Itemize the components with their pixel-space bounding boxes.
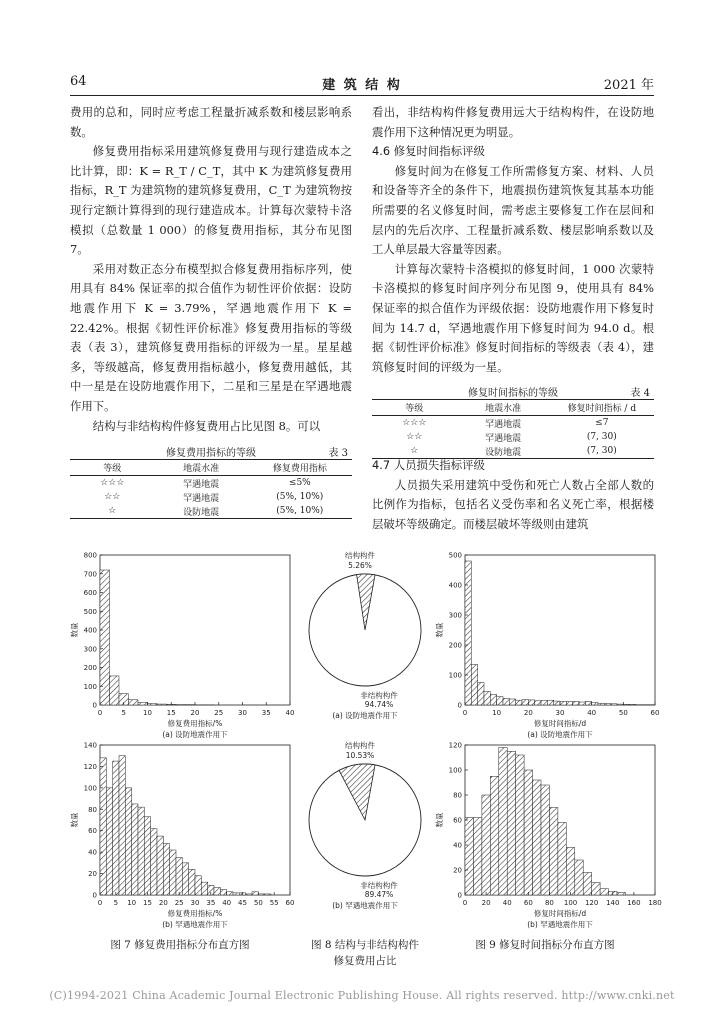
left-column (70, 103, 352, 436)
histogram-bar (195, 876, 201, 895)
histogram-bar (157, 836, 163, 895)
x-tick-label: 40 (285, 709, 295, 717)
fig9b-histogram (420, 735, 665, 930)
y-tick-label: 400 (448, 581, 462, 590)
fig9a-histogram (420, 545, 665, 740)
journal-year: 2021 年 (603, 78, 654, 93)
pie-label: 非结构构件 (360, 881, 398, 890)
histogram-bar (265, 894, 271, 895)
fig7a-histogram (55, 545, 300, 740)
y-axis-label: 数量 (70, 622, 79, 638)
y-tick-label: 600 (83, 589, 97, 597)
histogram-bar (170, 850, 176, 895)
histogram-bar (623, 704, 629, 705)
fig8-caption-line2: 修复费用占比 (333, 955, 397, 967)
page-number: 64 (70, 74, 87, 89)
y-tick-label: 700 (83, 570, 97, 579)
table-row (372, 430, 654, 444)
histogram-bar (611, 704, 617, 705)
x-tick-label: 15 (166, 709, 176, 717)
x-tick-label: 0 (97, 709, 103, 717)
histogram-bar (560, 701, 566, 705)
x-tick-label: 25 (174, 899, 184, 907)
right-column (372, 103, 654, 377)
x-tick-label: 55 (269, 899, 279, 907)
section-heading: 4.7 人员损失指标评级 (372, 458, 485, 472)
table-cell: 罕遇地震 (485, 433, 522, 444)
table-cell: ☆☆☆ (402, 418, 427, 428)
histogram-bar (503, 698, 509, 705)
histogram-bar (535, 701, 541, 705)
y-tick-label: 120 (83, 762, 97, 771)
table3 (70, 459, 352, 519)
histogram-bar (100, 758, 106, 895)
histogram-bar (220, 890, 226, 895)
x-tick-label: 140 (606, 899, 620, 907)
x-tick-label: 40 (502, 899, 512, 907)
histogram-bar (214, 888, 220, 896)
histogram-bar (583, 873, 591, 896)
y-tick-label: 200 (448, 641, 462, 650)
histogram-bar (566, 848, 574, 896)
histogram-bar (478, 683, 484, 706)
paragraph: 看出，非结构构件修复费用远大于结构构件，在设防地震作用下这种情况更为明显。 (372, 105, 654, 139)
y-tick-label: 120 (448, 741, 462, 750)
histogram-bar (473, 818, 481, 896)
y-tick-label: 40 (453, 841, 462, 850)
copyright-footer: (C)1994-2021 China Academic Journal Electronic Publishing House. All rights reserved. http://www.cnki.net (49, 989, 675, 1002)
table-row (372, 416, 654, 431)
histogram-bar (499, 748, 507, 896)
table-cell: ☆☆ (104, 492, 121, 502)
table-cell: ☆☆ (406, 432, 423, 442)
y-axis-label: 数量 (70, 812, 79, 828)
histogram-bar (125, 788, 131, 895)
x-tick-label: 30 (190, 899, 200, 907)
x-tick-label: 60 (523, 899, 533, 907)
table-cell: (5%, 10%) (276, 492, 324, 502)
journal-title: 建 筑 结 构 (322, 78, 402, 93)
x-tick-label: 20 (481, 899, 491, 907)
y-tick-label: 300 (448, 611, 462, 620)
histogram-bar (592, 883, 600, 896)
x-tick-label: 100 (563, 899, 578, 907)
x-tick-label: 60 (650, 709, 660, 717)
histogram-bar (176, 858, 182, 896)
histogram-bar (252, 892, 258, 895)
histogram-bar (528, 700, 534, 705)
x-axis-label: 修复时间指标/d (533, 719, 587, 728)
x-tick-label: 10 (127, 899, 137, 907)
histogram-bar (471, 665, 477, 706)
y-tick-label: 100 (83, 784, 97, 793)
histogram-bar (592, 703, 598, 705)
header-rule (70, 95, 654, 96)
fig8b-pie (300, 735, 430, 930)
y-tick-label: 40 (88, 848, 97, 857)
histogram-bar (497, 697, 503, 705)
y-tick-label: 800 (83, 551, 97, 560)
histogram-bar (227, 892, 233, 895)
x-tick-label: 0 (97, 899, 103, 907)
histogram-bar (100, 570, 110, 705)
histogram-bar (182, 863, 188, 895)
x-tick-label: 35 (261, 709, 271, 717)
paragraph: 计算每次蒙特卡洛模拟的修复时间，1 000 次蒙特卡洛模拟的修复时间序列分布见图 9，使用具有 84% 保证率的拟合值作为评级依据：设防地震作用下修复时间为 14.7 d，罕遇地震作用下修复时间为 94.0 d。根据《韧性评价标准》修复时间指标的等级表（表 4），建筑修复时间的评级为一星。 (372, 261, 654, 374)
paragraph: 结构与非结构构件修复费用占比见图 8。可以 (92, 418, 321, 433)
histogram-bar (151, 829, 157, 895)
x-tick-label: 30 (238, 709, 247, 717)
x-tick-label: 25 (214, 709, 224, 717)
fig7b-histogram (55, 735, 300, 930)
pie-percent: 10.53% (345, 751, 375, 760)
pie-label: 结构构件 (345, 741, 375, 750)
plot-frame (100, 555, 290, 705)
y-axis-label: 数量 (435, 622, 444, 638)
table-cell: (7, 30) (586, 446, 617, 456)
histogram-bar (110, 676, 120, 705)
subfigure-caption: (a) 设防地震作用下 (332, 711, 398, 720)
y-tick-label: 20 (88, 870, 97, 879)
y-tick-label: 300 (83, 645, 97, 654)
table-cell: (5%, 10%) (276, 506, 324, 516)
x-tick-label: 5 (113, 899, 119, 907)
table-row (70, 476, 352, 491)
histogram-bar (522, 700, 528, 705)
y-tick-label: 80 (88, 805, 97, 814)
histogram-bar (157, 704, 167, 705)
histogram-bar (189, 869, 195, 895)
section-heading: 4.6 修复时间指标评级 (372, 144, 485, 159)
histogram-bar (507, 751, 515, 895)
histogram-bar (579, 702, 585, 705)
histogram-bar (541, 785, 549, 895)
histogram-bar (119, 756, 125, 895)
table3-header: 地震水准 (155, 460, 248, 476)
histogram-bar (129, 700, 139, 705)
x-tick-label: 10 (143, 709, 152, 717)
x-tick-label: 0 (462, 709, 468, 717)
table3-header: 修复费用指标 (248, 460, 352, 476)
x-tick-label: 20 (523, 709, 533, 717)
histogram-bar (132, 804, 138, 895)
histogram-bar (604, 704, 610, 706)
pie-label: 非结构构件 (360, 691, 398, 700)
x-tick-label: 45 (238, 899, 247, 907)
table3-label: 表 3 (328, 448, 348, 459)
plot-frame (465, 555, 655, 705)
x-tick-label: 15 (143, 899, 152, 907)
histogram-bar (138, 807, 144, 895)
histogram-bar (598, 703, 604, 705)
histogram-bar (600, 889, 608, 895)
table4-title: 修复时间指标的等级 (468, 388, 558, 399)
fig9-caption: 图 9 修复时间指标分布直方图 (475, 939, 615, 951)
table-cell: (7, 30) (586, 432, 617, 442)
histogram-bar (484, 692, 490, 706)
y-tick-label: 200 (83, 664, 97, 672)
histogram-bar (258, 894, 264, 895)
table4-header: 修复时间指标 / d (550, 400, 654, 416)
x-tick-label: 35 (206, 899, 216, 907)
table4-header: 地震水准 (457, 400, 550, 416)
histogram-bar (148, 704, 158, 706)
histogram-bar (201, 882, 207, 895)
histogram-bar (233, 893, 239, 895)
histogram-bar (516, 755, 524, 895)
table-row (70, 490, 352, 504)
right-column-lower (372, 456, 654, 534)
histogram-bar (465, 818, 473, 896)
y-tick-label: 20 (453, 866, 462, 875)
x-tick-label: 50 (618, 709, 628, 717)
histogram-bar (144, 817, 150, 895)
histogram-bar (617, 893, 625, 896)
histogram-bar (549, 808, 557, 896)
histogram-bar (490, 776, 498, 895)
x-tick-label: 5 (121, 709, 126, 717)
table-cell: 罕遇地震 (183, 479, 220, 490)
paragraph: 费用的总和，同时应考虑工程量折减系数和楼层影响系数。 (70, 105, 352, 139)
histogram-bar (547, 700, 553, 705)
x-tick-label: 160 (627, 899, 641, 907)
pie-label: 结构构件 (345, 551, 375, 560)
x-tick-label: 0 (462, 899, 468, 907)
subfigure-caption: (a) 设防地震作用下 (162, 730, 228, 739)
pie-percent: 5.26% (348, 561, 372, 570)
x-tick-label: 30 (555, 709, 565, 717)
table-cell: ≤5% (288, 478, 311, 488)
x-tick-label: 40 (222, 899, 232, 907)
histogram-bar (533, 780, 541, 895)
y-tick-label: 60 (453, 816, 462, 825)
histogram-bar (575, 860, 583, 895)
paragraph: 修复费用指标采用建筑修复费用与现行建造成本之比计算，即：K = R_T / C_T，其中 K 为建筑修复费用指标，R_T 为建筑物的建筑修复费用，C_T 为建筑物按现行定额计算得到的现行建造成本。计算每次蒙特卡洛模拟（总数量 1 000）的修复费用指标，其分布见图 7。 (70, 144, 352, 257)
table4-header: 等级 (372, 400, 457, 416)
histogram-bar (246, 894, 252, 895)
paragraph: 人员损失采用建筑中受伤和死亡人数占全部人数的比例作为指标，包括名义受伤率和名义死亡率，根据楼层破坏等级确定。而楼层破坏等级则由建筑 (372, 477, 654, 531)
y-tick-label: 100 (448, 671, 462, 680)
histogram-bar (585, 701, 591, 705)
x-tick-label: 20 (158, 899, 168, 907)
y-tick-label: 0 (92, 891, 97, 900)
y-tick-label: 100 (448, 766, 462, 775)
x-tick-label: 20 (190, 709, 200, 717)
pie-percent: 89.47% (364, 890, 394, 899)
histogram-bar (106, 788, 112, 895)
histogram-bar (163, 844, 169, 895)
y-tick-label: 0 (457, 701, 462, 710)
x-tick-label: 180 (648, 899, 662, 907)
x-tick-label: 80 (544, 899, 554, 907)
x-axis-label: 修复费用指标/% (167, 719, 223, 728)
y-tick-label: 100 (83, 682, 97, 691)
y-tick-label: 400 (83, 626, 97, 635)
x-tick-label: 10 (492, 709, 502, 717)
histogram-bar (558, 823, 566, 896)
histogram-bar (630, 704, 636, 705)
x-tick-label: 60 (285, 899, 295, 907)
table-row (70, 504, 352, 519)
table-cell: 罕遇地震 (183, 493, 220, 504)
y-tick-label: 60 (88, 827, 97, 836)
histogram-bar (573, 701, 579, 705)
fig8a-pie (300, 545, 430, 740)
histogram-bar (541, 701, 547, 706)
paragraph: 修复时间为在修复工作所需修复方案、材料、人员和设备等齐全的条件下，地震损伤建筑恢复其基本功能所需要的名义修复时间，需考虑主要修复工作在层间和层内的先后次序、工程量折减系数、楼层影响系数以及工人单层最大容量等因素。 (372, 163, 654, 257)
histogram-bar (524, 770, 532, 895)
subfigure-caption: (b) 罕遇地震作用下 (527, 920, 593, 929)
table4-label: 表 4 (630, 388, 650, 399)
table-cell: 设防地震 (485, 447, 522, 458)
pie-percent: 94.74% (364, 700, 394, 709)
table-cell: 罕遇地震 (485, 419, 522, 430)
histogram-bar (617, 704, 623, 705)
paragraph: 采用对数正态分布模型拟合修复费用指标序列，使用具有 84% 保证率的拟合值作为韧性评价依据：设防地震作用下 K = 3.79%，罕遇地震作用下 K = 22.42%。根据《韧性评价标准》修复费用指标的等级表（表 3），建筑修复费用指标的评级为一星。星星越多，等级越高，修复费用指标越小，修复费用越低，其中一星是在设防地震作用下，二星和三星是在罕遇地震作用下。 (70, 261, 352, 413)
subfigure-caption: (a) 设防地震作用下 (527, 730, 593, 739)
table-cell: 设防地震 (183, 507, 220, 518)
y-tick-label: 80 (453, 791, 462, 800)
y-tick-label: 0 (457, 891, 462, 900)
y-tick-label: 500 (83, 607, 97, 616)
x-tick-label: 50 (253, 899, 263, 907)
table3-header: 等级 (70, 460, 155, 476)
y-tick-label: 0 (92, 701, 97, 710)
histogram-bar (566, 702, 572, 705)
histogram-bar (509, 699, 515, 705)
fig8-caption-line1: 图 8 结构与非结构构件 (311, 939, 419, 951)
histogram-bar (138, 702, 148, 705)
subfigure-caption: (b) 罕遇地震作用下 (162, 920, 228, 929)
histogram-bar (516, 700, 522, 705)
histogram-bar (490, 695, 496, 706)
x-axis-label: 修复费用指标/% (167, 909, 223, 918)
subfigure-caption: (b) 罕遇地震作用下 (332, 901, 398, 910)
fig7-caption: 图 7 修复费用指标分布直方图 (110, 939, 250, 951)
table-cell: ☆☆☆ (100, 478, 125, 488)
table-cell: ☆ (410, 446, 419, 456)
y-tick-label: 500 (448, 551, 462, 560)
histogram-bar (465, 561, 471, 705)
x-axis-label: 修复时间指标/d (533, 909, 587, 918)
histogram-bar (554, 701, 560, 705)
y-tick-label: 140 (83, 741, 97, 750)
x-tick-label: 120 (584, 899, 599, 907)
x-tick-label: 40 (587, 709, 597, 717)
table-cell: ☆ (108, 506, 117, 516)
table4 (372, 399, 654, 459)
y-axis-label: 数量 (435, 812, 444, 828)
histogram-bar (113, 761, 119, 895)
table-cell: ≤7 (595, 418, 609, 428)
histogram-bar (482, 795, 490, 895)
table3-title: 修复费用指标的等级 (166, 448, 256, 459)
